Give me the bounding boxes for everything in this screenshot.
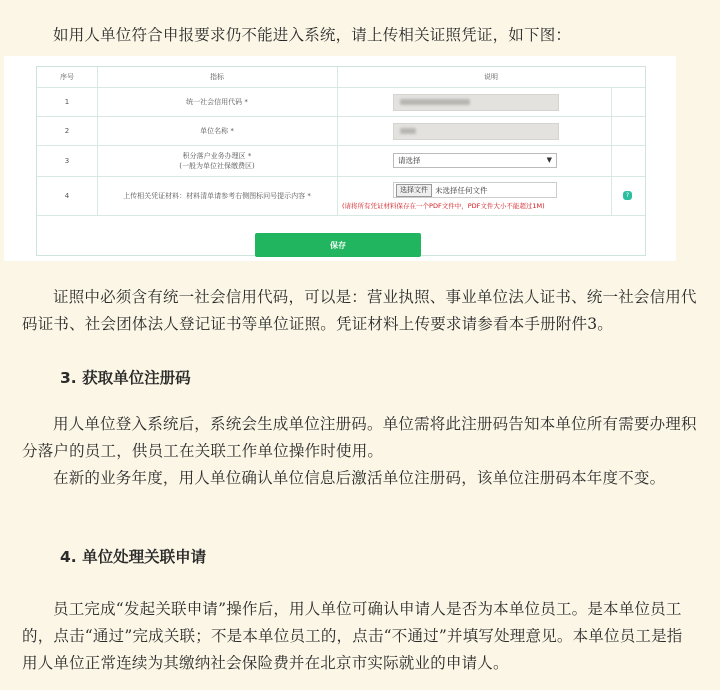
chevron-down-icon: ▼ [546, 156, 552, 164]
file-status: 未选择任何文件 [435, 185, 488, 195]
choose-file-button[interactable]: 选择文件 [396, 184, 432, 197]
table-row [37, 146, 645, 177]
section3-title: 3. 获取单位注册码 [60, 369, 191, 387]
form-table [36, 66, 646, 256]
table-row [37, 88, 645, 117]
header-indicator: 指标 [210, 73, 224, 81]
file-input[interactable] [393, 182, 557, 198]
row-number: 2 [64, 127, 70, 135]
section3-paragraph2: 在新的业务年度，用人单位确认单位信息后激活单位注册码，该单位注册码本年度不变。 [53, 469, 666, 487]
save-button[interactable]: 保存 [255, 233, 421, 257]
district-label-line2: (一般为单位社保缴费区) [179, 162, 255, 170]
district-select[interactable] [393, 153, 557, 168]
unit-name-field[interactable] [393, 123, 559, 140]
row-number: 4 [64, 192, 70, 200]
table-row [37, 117, 645, 146]
section4-title: 4. 单位处理关联申请 [60, 548, 207, 566]
row-number: 3 [64, 157, 70, 165]
file-hint: (请将所有凭证材料保存在一个PDF文件中，PDF文件大小不能超过1M) [342, 202, 545, 210]
section4-paragraph: 员工完成“发起关联申请”操作后，用人单位可确认申请人是否为本单位员工。是本单位员工的，点击“通过”完成关联；不是本单位员工的，点击“不通过”并填写处理意见。本单位员工是指用人单位正常连续为其缴纳社会保险费并在北京市实际就业的申请人。 [22, 600, 683, 672]
unit-name-label: 单位名称 * [200, 127, 234, 135]
table-row [37, 177, 645, 216]
row-number: 1 [64, 98, 70, 106]
district-label-line1: 积分落户业务办理区 * [182, 152, 252, 160]
header-description: 说明 [484, 73, 498, 81]
header-no: 序号 [60, 73, 74, 81]
select-value: 请选择 [398, 156, 421, 165]
upload-label: 上传相关凭证材料：材料清单请参考右侧图标问号提示内容 * [123, 192, 311, 200]
intro-paragraph: 如用人单位符合申报要求仍不能进入系统，请上传相关证照凭证，如下图： [53, 26, 572, 44]
id-paragraph: 证照中必须含有统一社会信用代码，可以是：营业执照、事业单位法人证书、统一社会信用代码证书、社会团体法人登记证书等单位证照。凭证材料上传要求请参看本手册附件3。 [22, 288, 697, 333]
credit-code-field[interactable] [393, 94, 559, 111]
form-screenshot [4, 56, 676, 261]
section3-paragraph1: 用人单位登入系统后，系统会生成单位注册码。单位需将此注册码告知本单位所有需要办理积分落户的员工，供员工在关联工作单位操作时使用。 [22, 415, 697, 460]
help-question-icon[interactable]: ? [623, 191, 632, 200]
credit-code-label: 统一社会信用代码 * [186, 98, 248, 106]
table-header-row [37, 67, 645, 88]
district-label [97, 146, 337, 176]
